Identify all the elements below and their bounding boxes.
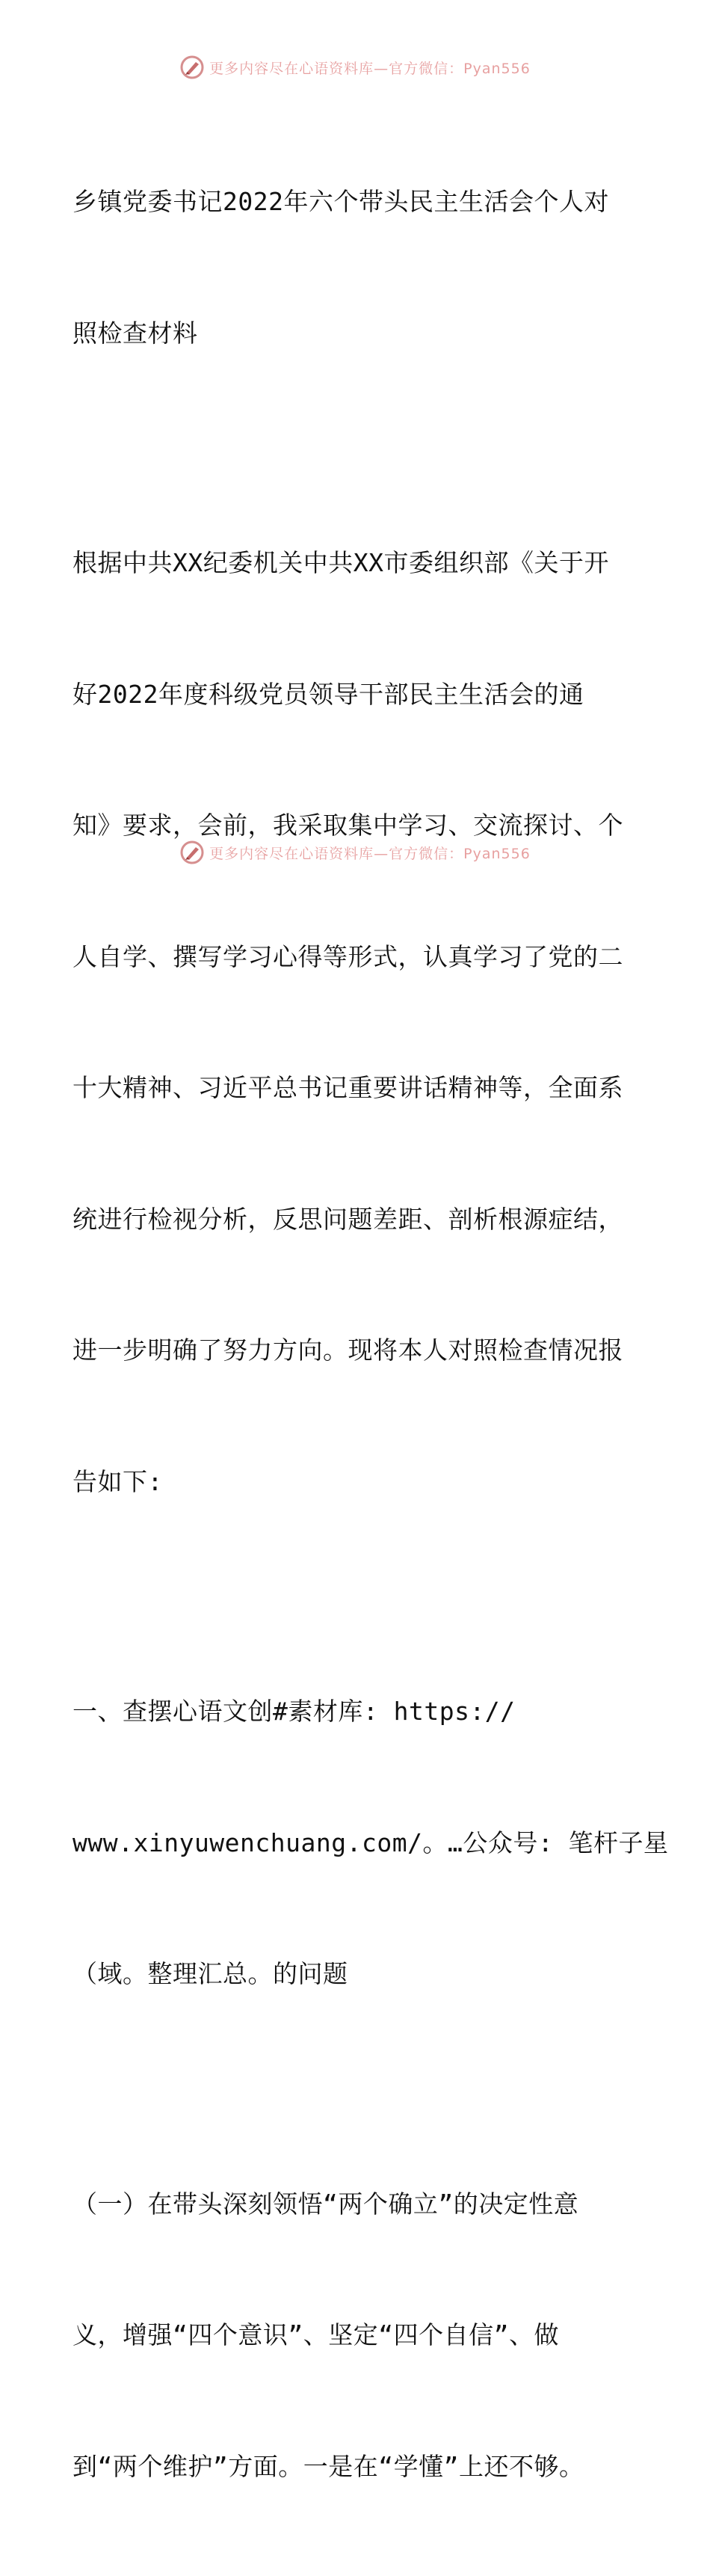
text-line: 到“两个维护”方面。一是在“学懂”上还不够。 <box>72 2445 640 2489</box>
title-line: 照检查材料 <box>72 312 640 356</box>
subsection-paragraph <box>72 2095 640 2576</box>
watermark-text: 更多内容尽在心语资料库—官方微信：Pyan556 <box>209 58 531 78</box>
text-line: 知》要求，会前，我采取集中学习、交流探讨、个 <box>72 804 640 848</box>
text-line: 进一步明确了努力方向。现将本人对照检查情况报 <box>72 1329 640 1373</box>
watermark-text: 更多内容尽在心语资料库—官方微信：Pyan556 <box>209 843 531 863</box>
text-line: 人自学、撰写学习心得等形式，认真学习了党的二 <box>72 935 640 980</box>
text-line: 统进行检视分析，反思问题差距、剖析根源症结， <box>72 1198 640 1242</box>
text-line: 根据中共XX纪委机关中共XX市委组织部《关于开 <box>72 541 640 585</box>
document-title <box>72 93 640 443</box>
text-line: （域。整理汇总。的问题 <box>72 1952 640 1996</box>
title-line: 乡镇党委书记2022年六个带头民主生活会个人对 <box>72 180 640 224</box>
text-line: 好2022年度科级党员领导干部民主生活会的通 <box>72 673 640 717</box>
text-line: （一）在带头深刻领悟“两个确立”的决定性意 <box>72 2183 640 2227</box>
intro-paragraph <box>72 454 640 1591</box>
text-line: 义，增强“四个意识”、坚定“四个自信”、做 <box>72 2314 640 2358</box>
text-line: 十大精神、习近平总书记重要讲话精神等，全面系 <box>72 1066 640 1110</box>
section-heading <box>72 1602 640 2084</box>
document-body <box>72 93 640 2576</box>
text-line: www.xinyuwenchuang.com/。…公众号: 笔杆子星 <box>72 1822 640 1866</box>
text-line: 告如下: <box>72 1460 640 1504</box>
header-watermark <box>0 52 710 82</box>
fountain-pen-circle-icon <box>179 55 205 80</box>
footer-watermark <box>0 837 710 867</box>
text-line: 一、查摆心语文创#素材库: https:// <box>72 1690 640 1734</box>
fountain-pen-circle-icon <box>179 840 205 865</box>
